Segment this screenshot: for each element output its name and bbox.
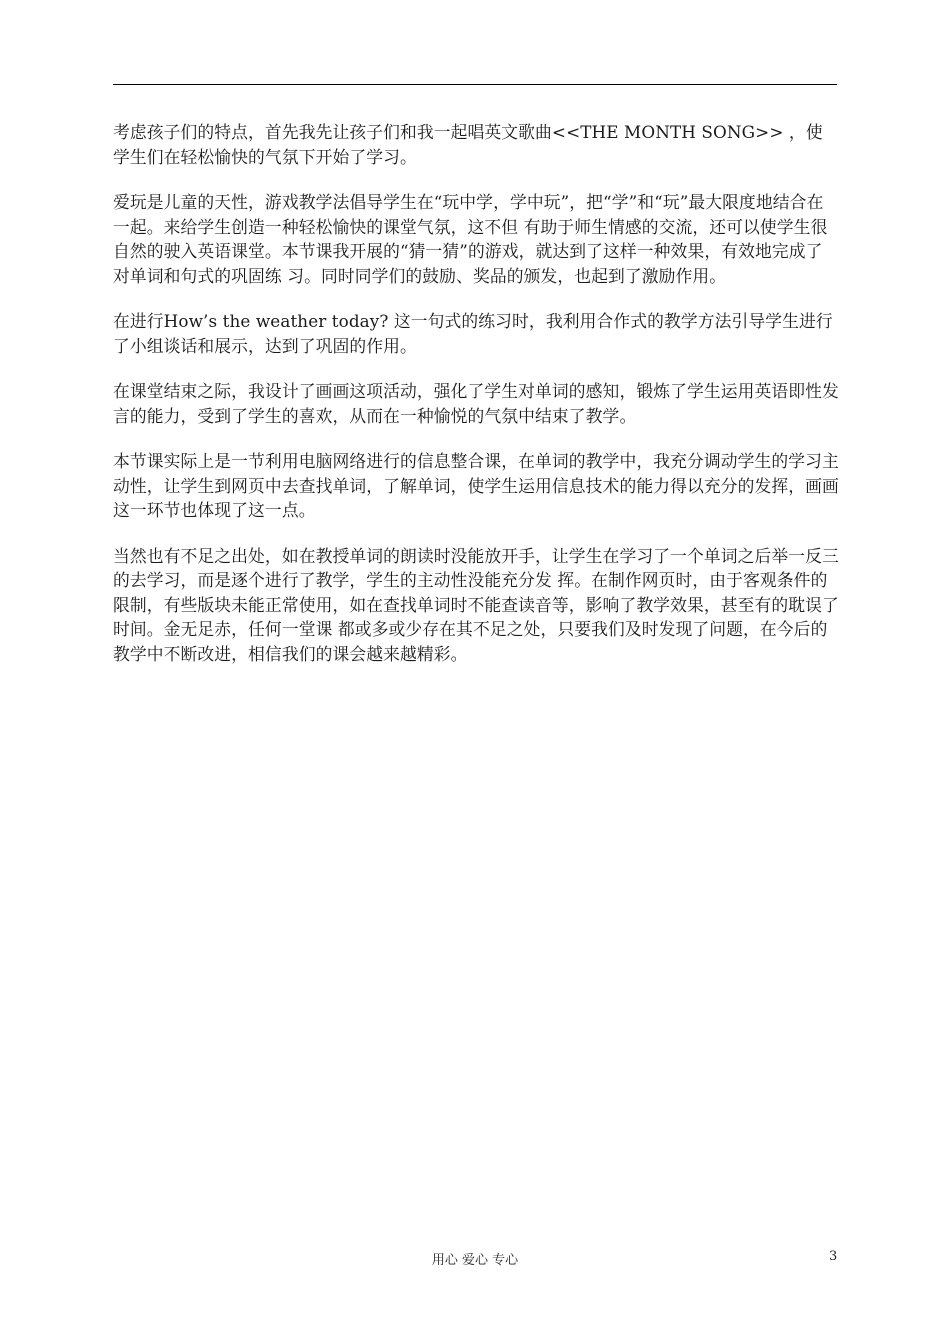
paragraph: 本节课实际上是一节利用电脑网络进行的信息整合课，在单词的教学中，我充分调动学生的学习主动性，让学生到网页中去查找单词，了解单词，使学生运用信息技术的能力得以充分的发挥，画画这一环节也体现了这一点。 [113, 451, 839, 520]
paragraph: 在课堂结束之际，我设计了画画这项活动，强化了学生对单词的感知，锻炼了学生运用英语即性发言的能力，受到了学生的喜欢，从而在一种愉悦的气氛中结束了教学。 [113, 381, 839, 426]
footer-text: 用心 爱心 专心 [431, 1253, 519, 1268]
paragraph: 在进行How’s the weather today? 这一句式的练习时，我利用合作式的教学方法引导学生进行了小组谈话和展示，达到了巩固的作用。 [113, 311, 833, 356]
page-number: 3 [829, 1249, 838, 1264]
paragraph: 爱玩是儿童的天性，游戏教学法倡导学生在“玩中学，学中玩”，把“学”和“玩”最大限度地结合在一起。来给学生创造一种轻松愉快的课堂气氛，这不但 有助于师生情感的交流，还可以使学生很自然的驶入英语课堂。本节课我开展的“猜一猜”的游戏，就达到了这样一种效果，有效地完成了对单词和句式的巩固练 习。同时同学们的鼓励、奖品的颁发，也起到了激励作用。 [113, 192, 828, 286]
paragraph: 当然也有不足之出处，如在教授单词的朗读时没能放开手，让学生在学习了一个单词之后举一反三的去学习，而是逐个进行了教学，学生的主动性没能充分发 挥。在制作网页时，由于客观条件的限制，有些版块未能正常使用，如在查找单词时不能查读音等，影响了教学效果，甚至有的耽误了时间。金无足赤，任何一堂课 都或多或少存在其不足之处，只要我们及时发现了问题，在今后的教学中不断改进，相信我们的课会越来越精彩。 [113, 545, 839, 664]
document-body [113, 120, 839, 687]
header-rule [113, 84, 837, 85]
paragraph: 考虑孩子们的特点，首先我先让孩子们和我一起唱英文歌曲<<THE MONTH SONG>> ，使学生们在轻松愉快的气氛下开始了学习。 [113, 122, 823, 167]
